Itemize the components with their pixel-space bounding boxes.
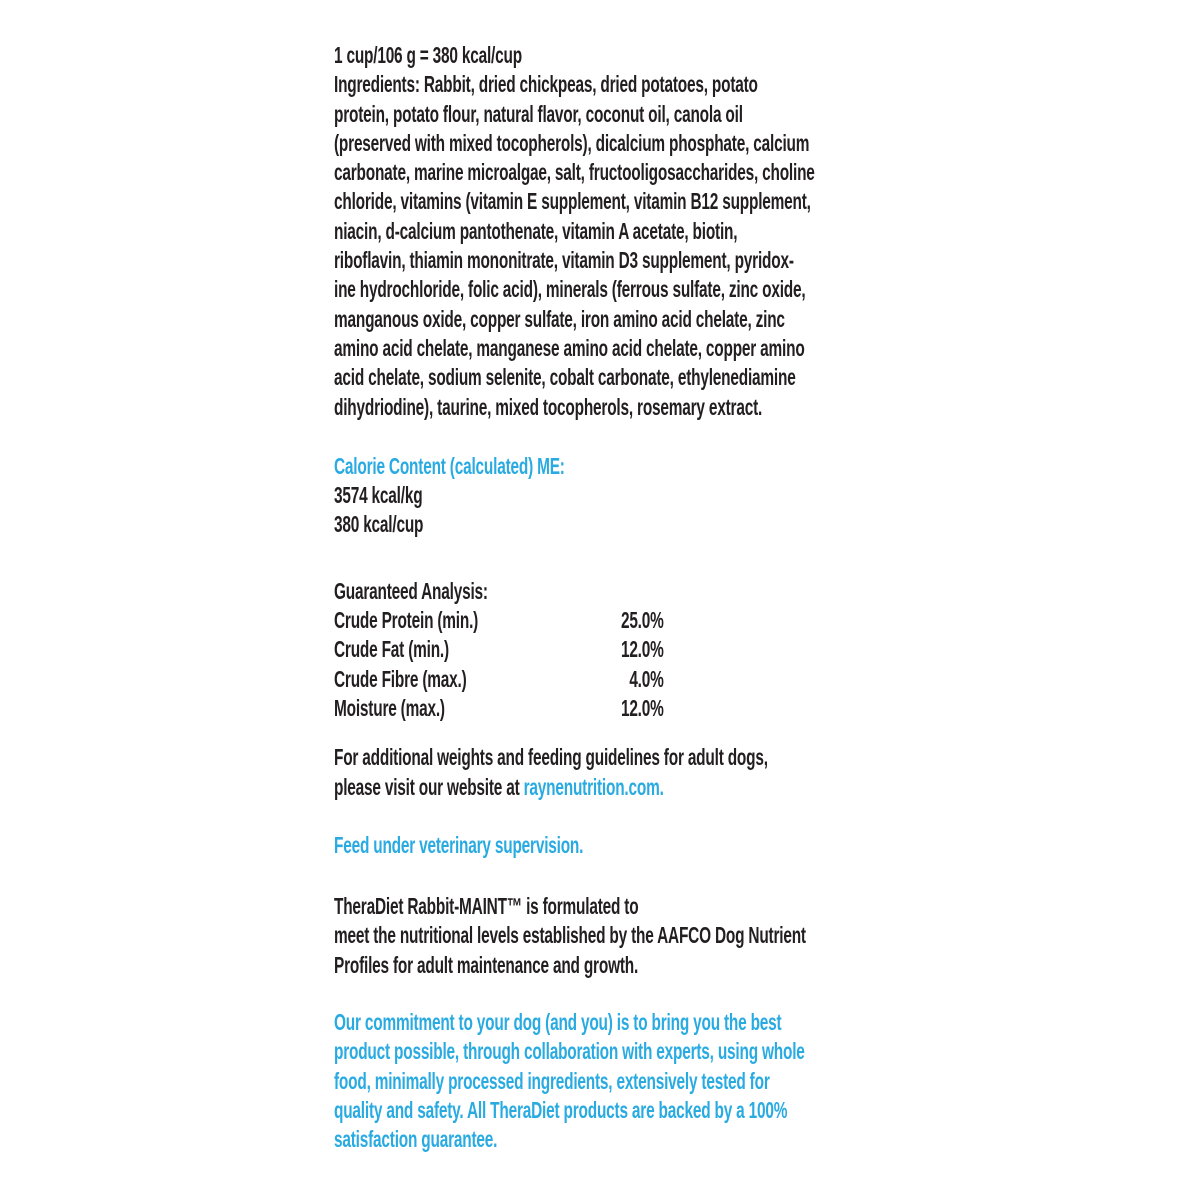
website-link[interactable]: raynenutrition.com. <box>523 773 664 800</box>
website-line-prefix: please visit our website at <box>334 773 524 800</box>
analysis-label: Crude Fibre (max.) <box>334 665 467 692</box>
feeding-guidelines-note <box>334 743 877 802</box>
feeding-note-line: For additional weights and feeding guidelines for adult dogs, <box>334 744 768 771</box>
guaranteed-analysis-table <box>334 606 877 723</box>
text-line: chloride, vitamins (vitamin E supplement, vitamin B12 supplement, <box>334 188 811 215</box>
text-line: dihydriodine), taurine, mixed tocopherols, rosemary extract. <box>334 393 763 420</box>
text-line: riboflavin, thiamin mononitrate, vitamin D3 supplement, pyridox- <box>334 247 794 274</box>
pet-food-nutrition-label <box>334 41 877 1155</box>
analysis-label: Crude Protein (min.) <box>334 607 479 634</box>
analysis-value: 12.0% <box>620 694 664 721</box>
text-line: amino acid chelate, manganese amino acid chelate, copper amino <box>334 334 805 361</box>
ingredients-paragraph <box>334 70 877 422</box>
text-line: 3574 kcal/kg <box>334 482 423 509</box>
analysis-value: 12.0% <box>620 636 664 663</box>
text-line: 380 kcal/cup <box>334 511 424 538</box>
guaranteed-analysis-row <box>334 635 664 664</box>
guaranteed-analysis-row <box>334 606 664 635</box>
analysis-value: 25.0% <box>620 607 664 634</box>
text-line: protein, potato flour, natural flavor, coconut oil, canola oil <box>334 100 743 127</box>
text-line: acid chelate, sodium selenite, cobalt carbonate, ethylenediamine <box>334 364 796 391</box>
text-line: (preserved with mixed tocopherols), dicalcium phosphate, calcium <box>334 129 810 156</box>
text-line: TheraDiet Rabbit-MAINT™ is formulated to <box>334 893 639 920</box>
serving-calories-line: 1 cup/106 g = 380 kcal/cup <box>334 42 522 68</box>
text-line: meet the nutritional levels established by the AAFCO Dog Nutrient <box>334 922 806 949</box>
text-line: satisfaction guarantee. <box>334 1126 498 1153</box>
calorie-content-heading: Calorie Content (calculated) ME: <box>334 452 565 479</box>
text-line: product possible, through collaboration with experts, using whole <box>334 1038 805 1065</box>
guaranteed-analysis-section <box>334 577 877 723</box>
text-line: ine hydrochloride, folic acid), minerals (ferrous sulfate, zinc oxide, <box>334 276 806 303</box>
analysis-label: Crude Fat (min.) <box>334 636 449 663</box>
text-line: food, minimally processed ingredients, extensively tested for <box>334 1067 770 1094</box>
text-line: Our commitment to your dog (and you) is to bring you the best <box>334 1009 782 1036</box>
text-line: Profiles for adult maintenance and growth. <box>334 951 639 978</box>
text-line: Ingredients: Rabbit, dried chickpeas, dried potatoes, potato <box>334 71 758 98</box>
aafco-statement <box>334 892 877 980</box>
commitment-statement <box>334 1008 877 1154</box>
text-line: niacin, d-calcium pantothenate, vitamin A acetate, biotin, <box>334 217 738 244</box>
guaranteed-analysis-heading: Guaranteed Analysis: <box>334 577 488 604</box>
calorie-content-values <box>334 481 877 540</box>
calorie-content-section <box>334 452 877 540</box>
guaranteed-analysis-row <box>334 694 664 723</box>
text-line: manganous oxide, copper sulfate, iron amino acid chelate, zinc <box>334 305 785 332</box>
website-line <box>334 773 877 802</box>
guaranteed-analysis-row <box>334 665 664 694</box>
supervision-note: Feed under veterinary supervision. <box>334 831 584 858</box>
text-line: carbonate, marine microalgae, salt, fructooligosaccharides, choline <box>334 159 815 186</box>
supervision-section <box>334 831 877 860</box>
analysis-value: 4.0% <box>629 665 664 692</box>
analysis-label: Moisture (max.) <box>334 694 445 721</box>
text-line: quality and safety. All TheraDiet products are backed by a 100% <box>334 1096 788 1123</box>
